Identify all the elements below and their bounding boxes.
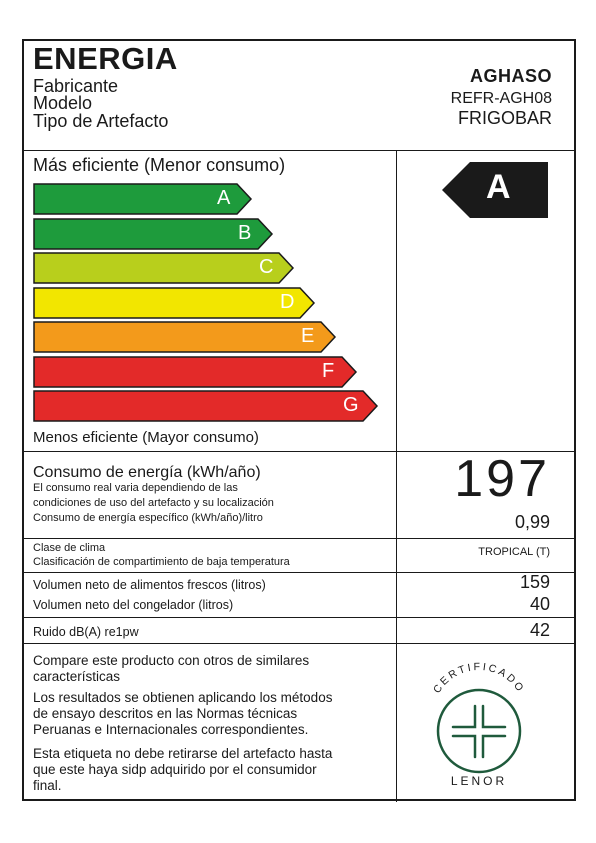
efficiency-bar-letter: C	[259, 256, 274, 278]
efficiency-bar-d	[34, 288, 314, 318]
seal-brand: LENOR	[450, 774, 508, 786]
consumption-note-line2: condiciones de uso del artefacto y su localización	[33, 497, 274, 509]
efficiency-bar-e	[34, 322, 335, 352]
rating-arrow	[442, 162, 548, 218]
consumption-label: Consumo de energía (kWh/año)	[33, 464, 261, 481]
model-label: Modelo	[33, 93, 93, 113]
efficiency-bar-letter: G	[343, 394, 359, 416]
footer-paragraph-3: Esta etiqueta no debe retirarse del artefacto hasta que este haya sidp adquirido por el consumidor final.	[33, 746, 333, 793]
freezer-volume-label: Volumen neto del congelador (litros)	[33, 598, 234, 612]
efficiency-bar-c	[34, 253, 293, 283]
divider	[24, 538, 574, 539]
efficiency-bar-g	[34, 391, 377, 421]
climate-label: Clase de clima	[33, 542, 106, 554]
consumption-note-line1: El consumo real varia dependiendo de las	[33, 482, 238, 494]
climate-sub-label: Clasificación de compartimiento de baja temperatura	[33, 556, 290, 568]
climate-value: TROPICAL (T)	[478, 546, 550, 558]
scale-bottom-label: Menos eficiente (Mayor consumo)	[33, 429, 259, 446]
appliance-type-label: Tipo de Artefacto	[33, 111, 169, 131]
consumption-value: 197	[454, 450, 550, 508]
specific-consumption-value: 0,99	[514, 512, 550, 532]
energy-label	[22, 39, 576, 801]
rating-letter: A	[486, 168, 511, 206]
efficiency-bar-letter: A	[217, 187, 231, 209]
divider	[24, 150, 574, 151]
column-divider	[396, 150, 397, 802]
divider	[24, 617, 574, 618]
efficiency-bar-a	[34, 184, 251, 214]
efficiency-bar-letter: F	[322, 359, 335, 382]
noise-value: 42	[529, 620, 550, 640]
specific-consumption-label: Consumo de energía específico (kWh/año)/litro	[33, 512, 263, 524]
divider	[24, 643, 574, 644]
scale-top-label: Más eficiente (Menor consumo)	[33, 155, 286, 175]
fresh-volume-label: Volumen neto de alimentos frescos (litros)	[33, 578, 266, 592]
seal-circle	[438, 690, 520, 772]
efficiency-bar-f	[34, 357, 356, 387]
manufacturer-label: Fabricante	[33, 76, 119, 96]
footer-paragraph-1: Compare este producto con otros de similares características	[33, 653, 310, 684]
fresh-volume-value: 159	[519, 572, 550, 592]
efficiency-bar-b	[34, 219, 272, 249]
seal-arc-text: CERTIFICADO	[430, 661, 528, 696]
label-title: ENERGIA	[33, 41, 178, 76]
freezer-volume-value: 40	[529, 594, 550, 614]
model-value: REFR-AGH08	[450, 90, 552, 107]
divider	[24, 572, 574, 573]
appliance-type-value: FRIGOBAR	[457, 108, 552, 128]
footer-paragraph-2: Los resultados se obtienen aplicando los métodos de ensayo descritos en las Normas técnicas Peruanas e Internacionales correspondientes.	[33, 690, 333, 737]
certification-seal	[419, 661, 539, 786]
seal-cross-icon	[453, 706, 505, 757]
efficiency-bar-letter: D	[280, 290, 295, 313]
efficiency-bar-letter: E	[301, 325, 315, 347]
efficiency-bar-letter: B	[238, 221, 252, 244]
manufacturer-value: AGHASO	[469, 66, 552, 86]
noise-label: Ruido dB(A) re1pw	[33, 625, 139, 639]
